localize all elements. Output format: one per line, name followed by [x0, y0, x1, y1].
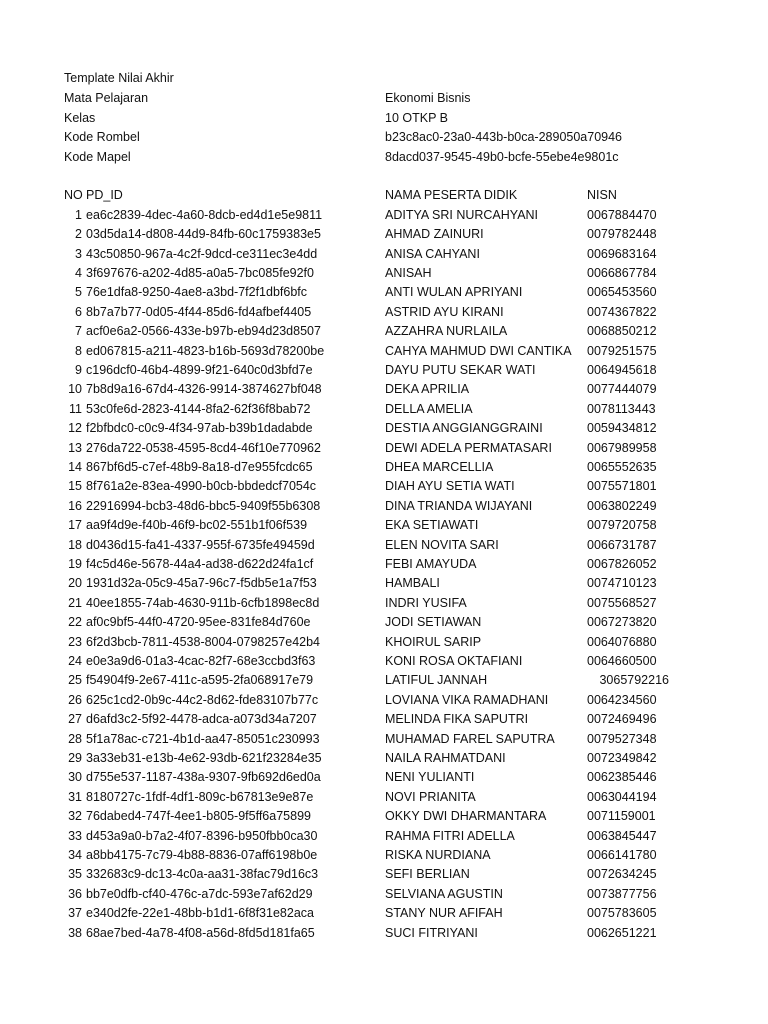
meta-label: Kelas	[64, 110, 96, 125]
row-nisn: 0063044194	[587, 789, 657, 804]
row-pd-id: ea6c2839-4dec-4a60-8dcb-ed4d1e5e9811	[86, 207, 323, 222]
row-nisn: 0077444079	[587, 382, 657, 397]
row-number: 17	[68, 518, 82, 533]
row-number: 34	[68, 848, 82, 862]
row-pd-id: 8180727c-1fdf-4df1-809c-b67813e9e87e	[86, 789, 314, 804]
row-nisn: 0073877756	[587, 886, 657, 901]
row-pd-id: e340d2fe-22e1-48bb-b1d1-6f8f31e82aca	[86, 906, 314, 921]
row-pd-id: 43c50850-967a-4c2f-9dcd-ce311ec3e4dd	[86, 246, 318, 261]
row-number: 19	[68, 557, 82, 571]
row-pd-id: bb7e0dfb-cf40-476c-a7dc-593e7af62d29	[86, 886, 313, 901]
row-nama: OKKY DWI DHARMANTARA	[385, 809, 547, 824]
row-nisn: 0072349842	[587, 751, 657, 765]
row-nisn: 0079527348	[587, 731, 657, 746]
row-nama: FEBI AMAYUDA	[385, 557, 477, 571]
row-pd-id: d6afd3c2-5f92-4478-adca-a073d34a7207	[86, 712, 317, 727]
row-number: 28	[68, 731, 82, 746]
row-pd-id: c196dcf0-46b4-4899-9f21-640c0d3bfd7e	[86, 363, 313, 377]
row-number: 21	[68, 595, 82, 610]
row-number: 31	[68, 789, 82, 804]
column-header-no: NO	[64, 188, 83, 203]
row-nisn: 0072469496	[587, 712, 657, 727]
row-number: 16	[68, 498, 82, 513]
row-pd-id: 3f697676-a202-4d85-a0a5-7bc085fe92f0	[86, 266, 314, 280]
row-nisn: 0068850212	[587, 324, 657, 339]
row-nama: ASTRID AYU KIRANI	[385, 304, 504, 319]
row-pd-id: 867bf6d5-c7ef-48b9-8a18-d7e955fcdc65	[86, 460, 313, 474]
document-title: Template Nilai Akhir	[64, 71, 174, 85]
row-nisn: 0066731787	[587, 537, 657, 552]
row-number: 32	[68, 809, 82, 824]
row-pd-id: 8b7a7b77-0d05-4f44-85d6-fd4afbef4405	[86, 304, 312, 319]
row-nisn: 0063802249	[587, 498, 657, 513]
row-number: 33	[68, 828, 82, 843]
row-number: 5	[75, 285, 82, 300]
row-number: 2	[75, 227, 82, 242]
row-nama: ANISA CAHYANI	[385, 246, 480, 261]
row-number: 26	[68, 692, 82, 707]
row-number: 13	[68, 440, 82, 455]
row-number: 6	[75, 304, 82, 319]
row-nisn: 0059434812	[587, 421, 657, 436]
column-header-pd-id: PD_ID	[86, 188, 123, 203]
row-nama: NOVI PRIANITA	[385, 789, 476, 804]
row-nisn: 0062385446	[587, 770, 657, 785]
row-nisn: 0065453560	[587, 285, 657, 300]
row-nama: LOVIANA VIKA RAMADHANI	[385, 692, 549, 707]
row-nisn: 0075568527	[587, 595, 657, 610]
row-nama: DINA TRIANDA WIJAYANI	[385, 498, 533, 513]
row-nisn: 0065552635	[587, 460, 657, 474]
row-nama: MUHAMAD FAREL SAPUTRA	[385, 731, 555, 746]
row-nisn: 0064076880	[587, 634, 657, 649]
row-nama: DEKA APRILIA	[385, 382, 470, 397]
row-nisn: 0067826052	[587, 557, 657, 571]
meta-label: Mata Pelajaran	[64, 91, 149, 106]
row-nama: SUCI FITRIYANI	[385, 925, 478, 940]
row-nisn: 0074710123	[587, 576, 657, 591]
row-nisn: 0067884470	[587, 207, 657, 222]
meta-value: 10 OTKP B	[385, 110, 448, 125]
row-pd-id: ed067815-a211-4823-b16b-5693d78200be	[86, 343, 325, 358]
row-number: 25	[68, 673, 82, 688]
row-number: 20	[68, 576, 82, 591]
row-number: 15	[68, 479, 82, 494]
meta-value: b23c8ac0-23a0-443b-b0ca-289050a70946	[385, 130, 623, 145]
row-pd-id: 76dabed4-747f-4ee1-b805-9f5ff6a75899	[86, 809, 311, 824]
row-nisn: 0064945618	[587, 363, 657, 377]
row-pd-id: 68ae7bed-4a78-4f08-a56d-8fd5d181fa65	[86, 925, 315, 940]
row-pd-id: d453a9a0-b7a2-4f07-8396-b950fbb0ca30	[86, 828, 318, 843]
row-number: 8	[75, 343, 82, 358]
row-nisn: 0072634245	[587, 867, 657, 882]
row-nama: ELEN NOVITA SARI	[385, 537, 499, 552]
row-nama: EKA SETIAWATI	[385, 518, 479, 533]
row-nama: HAMBALI	[385, 576, 440, 591]
row-nama: RISKA NURDIANA	[385, 848, 491, 862]
row-pd-id: af0c9bf5-44f0-4720-95ee-831fe84d760e	[86, 615, 311, 630]
row-pd-id: a8bb4175-7c79-4b88-8836-07aff6198b0e	[86, 848, 318, 862]
row-pd-id: 276da722-0538-4595-8cd4-46f10e770962	[86, 440, 321, 455]
row-nisn: 0075571801	[587, 479, 657, 494]
row-pd-id: acf0e6a2-0566-433e-b97b-eb94d23d8507	[86, 324, 321, 339]
row-number: 29	[68, 751, 82, 765]
meta-label: Kode Rombel	[64, 130, 140, 145]
row-nisn: 0075783605	[587, 906, 657, 921]
meta-label: Kode Mapel	[64, 149, 131, 164]
row-pd-id: 1931d32a-05c9-45a7-96c7-f5db5e1a7f53	[86, 576, 317, 591]
row-pd-id: d755e537-1187-438a-9307-9fb692d6ed0a	[86, 770, 321, 785]
row-pd-id: d0436d15-fa41-4337-955f-6735fe49459d	[86, 537, 315, 552]
row-nama: ANTI WULAN APRIYANI	[385, 285, 523, 300]
row-number: 14	[68, 460, 82, 474]
meta-value: 8dacd037-9545-49b0-bcfe-55ebe4e9801c	[385, 149, 619, 164]
row-nama: DHEA MARCELLIA	[385, 460, 494, 474]
row-number: 22	[68, 615, 82, 630]
row-nisn: 0071159001	[587, 809, 656, 824]
row-nama: NAILA RAHMATDANI	[385, 751, 506, 765]
row-nisn: 0069683164	[587, 246, 657, 261]
row-pd-id: e0e3a9d6-01a3-4cac-82f7-68e3ccbd3f63	[86, 654, 316, 668]
row-nama: CAHYA MAHMUD DWI CANTIKA	[385, 343, 572, 358]
row-nisn: 0066867784	[587, 266, 657, 280]
row-pd-id: f2bfbdc0-c0c9-4f34-97ab-b39b1dadabde	[86, 421, 313, 436]
row-nisn: 0074367822	[587, 304, 657, 319]
row-nama: DELLA AMELIA	[385, 401, 473, 416]
row-nama: AZZAHRA NURLAILA	[385, 324, 508, 339]
row-number: 3	[75, 246, 82, 261]
row-nama: STANY NUR AFIFAH	[385, 906, 503, 921]
row-nama: KHOIRUL SARIP	[385, 634, 482, 649]
row-number: 1	[75, 207, 82, 222]
row-nama: ADITYA SRI NURCAHYANI	[385, 207, 539, 222]
row-number: 30	[68, 770, 82, 785]
row-pd-id: 6f2d3bcb-7811-4538-8004-0798257e42b4	[86, 634, 321, 649]
row-number: 12	[68, 421, 82, 436]
row-nisn: 0066141780	[587, 848, 657, 862]
row-number: 7	[75, 324, 82, 339]
row-number: 36	[68, 886, 82, 901]
row-pd-id: 53c0fe6d-2823-4144-8fa2-62f36f8bab72	[86, 401, 311, 416]
row-number: 4	[75, 266, 82, 280]
row-nama: ANISAH	[385, 266, 432, 280]
row-nama: AHMAD ZAINURI	[385, 227, 484, 242]
row-pd-id: 76e1dfa8-9250-4ae8-a3bd-7f2f1dbf6bfc	[86, 285, 308, 300]
row-nama: NENI YULIANTI	[385, 770, 475, 785]
row-number: 35	[68, 867, 82, 882]
row-nisn: 0064660500	[587, 654, 657, 668]
row-nama: SEFI BERLIAN	[385, 867, 470, 882]
row-number: 27	[68, 712, 82, 727]
meta-value: Ekonomi Bisnis	[385, 91, 471, 106]
row-nama: MELINDA FIKA SAPUTRI	[385, 712, 529, 727]
column-header-nama: NAMA PESERTA DIDIK	[385, 188, 518, 203]
row-nisn: 0064234560	[587, 692, 657, 707]
row-pd-id: 5f1a78ac-c721-4b1d-aa47-85051c230993	[86, 731, 320, 746]
row-pd-id: 8f761a2e-83ea-4990-b0cb-bbdedcf7054c	[86, 479, 317, 494]
row-nisn: 0078113443	[587, 401, 656, 416]
row-nisn: 0079251575	[587, 343, 657, 358]
row-nisn: 3065792216	[599, 673, 669, 688]
row-nama: JODI SETIAWAN	[385, 615, 482, 630]
row-nama: DESTIA ANGGIANGGRAINI	[385, 421, 543, 436]
row-number: 9	[75, 363, 82, 377]
row-nama: DEWI ADELA PERMATASARI	[385, 440, 552, 455]
row-number: 24	[68, 654, 82, 668]
row-nisn: 0079782448	[587, 227, 657, 242]
row-nama: DIAH AYU SETIA WATI	[385, 479, 515, 494]
row-pd-id: f54904f9-2e67-411c-a595-2fa068917e79	[86, 673, 314, 688]
row-number: 18	[68, 537, 82, 552]
row-pd-id: 40ee1855-74ab-4630-911b-6cfb1898ec8d	[86, 595, 320, 610]
row-pd-id: 7b8d9a16-67d4-4326-9914-3874627bf048	[86, 382, 322, 397]
column-header-nisn: NISN	[587, 188, 617, 203]
row-pd-id: 22916994-bcb3-48d6-bbc5-9409f55b6308	[86, 498, 321, 513]
row-number: 10	[68, 382, 82, 397]
row-pd-id: f4c5d46e-5678-44a4-ad38-d622d24fa1cf	[86, 557, 314, 571]
row-number: 11	[69, 401, 82, 416]
row-number: 37	[68, 906, 82, 921]
row-nisn: 0062651221	[587, 925, 657, 940]
row-pd-id: 03d5da14-d808-44d9-84fb-60c1759383e5	[86, 227, 321, 242]
row-pd-id: 332683c9-dc13-4c0a-aa31-38fac79d16c3	[86, 867, 319, 882]
row-nama: INDRI YUSIFA	[385, 595, 467, 610]
row-nisn: 0079720758	[587, 518, 657, 533]
row-nisn: 0067273820	[587, 615, 657, 630]
row-number: 23	[68, 634, 82, 649]
row-number: 38	[68, 925, 82, 940]
row-nama: KONI ROSA OKTAFIANI	[385, 654, 523, 668]
row-pd-id: aa9f4d9e-f40b-46f9-bc02-551b1f06f539	[86, 518, 308, 533]
row-nama: SELVIANA AGUSTIN	[385, 886, 503, 901]
row-nisn: 0067989958	[587, 440, 657, 455]
row-nama: RAHMA FITRI ADELLA	[385, 828, 515, 843]
row-nama: DAYU PUTU SEKAR WATI	[385, 363, 536, 377]
row-pd-id: 625c1cd2-0b9c-44c2-8d62-fde83107b77c	[86, 692, 319, 707]
row-nama: LATIFUL JANNAH	[385, 673, 488, 688]
row-nisn: 0063845447	[587, 828, 657, 843]
row-pd-id: 3a33eb31-e13b-4e62-93db-621f23284e35	[86, 751, 322, 765]
